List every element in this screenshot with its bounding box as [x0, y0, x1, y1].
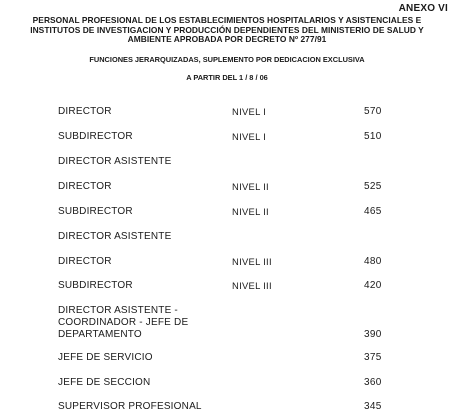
position-label: JEFE DE SERVICIO — [58, 352, 153, 363]
supplement-value: 375 — [364, 352, 382, 363]
title-line: INSTITUTOS DE INVESTIGACION Y PRODUCCIÓN DEPENDIENTES DEL MINISTERIO DE SALUD Y — [30, 24, 424, 35]
level-label: NIVEL III — [232, 256, 272, 267]
table-row — [0, 256, 454, 270]
table-row — [0, 106, 454, 120]
table-row — [0, 181, 454, 195]
supplement-value: 420 — [364, 280, 382, 291]
level-label: NIVEL I — [232, 106, 267, 117]
table-row — [0, 377, 454, 391]
supplement-value: 510 — [364, 131, 382, 142]
table-row — [0, 352, 454, 366]
document-title — [0, 16, 454, 45]
level-label: NIVEL I — [232, 131, 267, 142]
supplement-value: 465 — [364, 206, 382, 217]
table-row — [0, 131, 454, 145]
position-label: JEFE DE SECCION — [58, 377, 151, 388]
table-row — [0, 231, 454, 245]
position-label: DIRECTOR ASISTENTE — [58, 231, 172, 242]
supplement-value: 390 — [364, 329, 382, 340]
position-label: SUPERVISOR PROFESIONAL — [58, 401, 202, 412]
position-label: SUBDIRECTOR — [58, 131, 133, 142]
position-label: SUBDIRECTOR — [58, 206, 133, 217]
position-label: DIRECTOR — [58, 106, 112, 117]
annex-label: ANEXO VI — [398, 3, 448, 14]
table-row — [0, 305, 454, 345]
table-row — [0, 206, 454, 220]
title-line: AMBIENTE APROBADA POR DECRETO Nº 277/91 — [127, 34, 327, 45]
effective-date: A PARTIR DEL 1 / 8 / 06 — [186, 73, 268, 82]
position-label: DIRECTOR ASISTENTE — [58, 156, 172, 167]
supplement-value: 345 — [364, 401, 382, 412]
supplement-value: 570 — [364, 106, 382, 117]
position-label — [58, 305, 188, 341]
table-row — [0, 401, 454, 415]
supplement-value: 525 — [364, 181, 382, 192]
level-label: NIVEL II — [232, 181, 269, 192]
table-row — [0, 280, 454, 294]
position-label: DIRECTOR — [58, 181, 112, 192]
position-label-line: COORDINADOR - JEFE DE — [58, 317, 189, 328]
document-subtitle: FUNCIONES JERARQUIZADAS, SUPLEMENTO POR DEDICACION EXCLUSIVA — [89, 55, 365, 64]
position-label-line: DIRECTOR ASISTENTE - — [58, 305, 178, 316]
supplement-value: 480 — [364, 256, 382, 267]
table-row — [0, 156, 454, 170]
position-label-line: DEPARTAMENTO — [58, 329, 142, 340]
level-label: NIVEL II — [232, 206, 269, 217]
title-line: PERSONAL PROFESIONAL DE LOS ESTABLECIMIENTOS HOSPITALARIOS Y ASISTENCIALES E — [32, 15, 422, 25]
position-label: SUBDIRECTOR — [58, 280, 133, 291]
level-label: NIVEL III — [232, 280, 272, 291]
position-label: DIRECTOR — [58, 256, 112, 267]
supplement-value: 360 — [364, 377, 382, 388]
